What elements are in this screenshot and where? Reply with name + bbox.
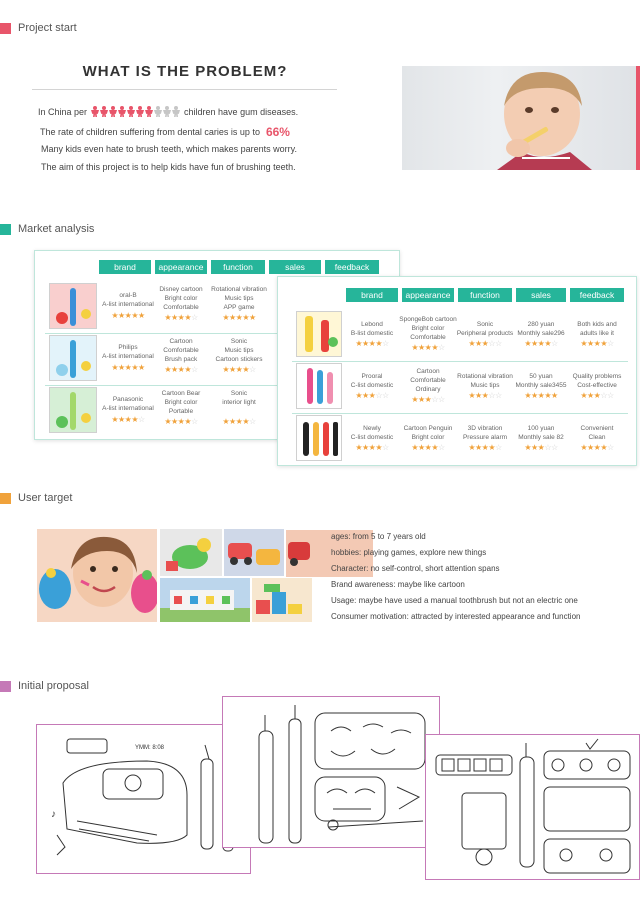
rating-stars: ★★★☆☆ — [580, 391, 614, 400]
feedback-cell — [564, 424, 630, 442]
cell-line: Music tips — [224, 347, 254, 354]
product-thumbnail — [49, 335, 97, 381]
cell-line: Monthly sale 82 — [518, 434, 564, 441]
section-marker — [0, 493, 11, 504]
cell-line: Monthly sale3455 — [515, 382, 567, 389]
cell-line: C-list domestic — [350, 382, 394, 389]
line-suffix: children have gum diseases. — [184, 106, 299, 117]
rating-stars: ★★★☆☆ — [355, 391, 389, 400]
rating-stars: ★★★★☆ — [222, 365, 256, 374]
problem-line-gum — [38, 106, 298, 117]
section-title: Project start — [18, 22, 77, 34]
cell-line: Quality problems — [572, 373, 622, 380]
cell-line: Comfortable — [410, 334, 446, 341]
cell-line: Cost-effective — [577, 382, 617, 389]
person-icon — [100, 106, 108, 117]
brand-cell — [340, 424, 404, 442]
child-photo — [402, 66, 636, 170]
cell-line: Prooral — [361, 373, 383, 380]
function-cell — [207, 389, 271, 407]
function-cell — [452, 424, 518, 442]
cell-line: interior light — [222, 399, 256, 406]
section-header-initial-proposal — [0, 679, 89, 693]
appearance-cell — [396, 424, 460, 442]
toy-cars-photo — [224, 529, 284, 576]
appearance-cell — [396, 315, 460, 342]
rating-stars: ★★★★★ — [111, 363, 145, 372]
table-header-function: function — [458, 288, 512, 302]
cell-line: Cartoon Bear — [161, 390, 201, 397]
problem-line-caries — [40, 125, 290, 139]
user-trait-hobbies: hobbies: playing games, explore new things — [331, 548, 487, 557]
row-divider — [292, 361, 628, 362]
cell-line: A-list international — [102, 301, 154, 308]
svg-text:♪: ♪ — [51, 809, 56, 820]
cell-line: Sonic — [230, 390, 248, 397]
brand-cell — [97, 395, 159, 413]
painted-child-photo — [37, 529, 157, 622]
rating-stars: ★★★★★ — [524, 391, 558, 400]
cell-line: Sonic — [230, 338, 248, 345]
cell-line: Disney cartoon — [159, 286, 203, 293]
cell-line: Cartoon Penguin — [403, 425, 453, 432]
section-title: User target — [18, 492, 73, 504]
user-trait-character: Character: no self-control, short attention spans — [331, 564, 500, 573]
person-icon — [154, 106, 162, 117]
table-header-brand: brand — [99, 260, 151, 274]
problem-line-aim: The aim of this project is to help kids have fun of brushing teeth. — [41, 162, 296, 172]
cell-line: Philips — [118, 344, 138, 351]
appearance-cell — [151, 337, 211, 364]
rating-stars: ★★★★★ — [111, 311, 145, 320]
cell-line: Rotational vibration — [211, 286, 267, 293]
cell-line: Cartoon stickers — [215, 356, 263, 363]
section-marker — [0, 681, 11, 692]
feedback-cell — [564, 372, 630, 390]
product-thumbnail — [296, 311, 342, 357]
rating-stars: ★★★★☆ — [164, 417, 198, 426]
cell-line: Portable — [168, 408, 194, 415]
function-cell — [452, 320, 518, 338]
person-icon — [118, 106, 126, 117]
product-thumbnail — [296, 363, 342, 409]
rating-stars: ★★★☆☆ — [468, 339, 502, 348]
brand-cell — [97, 291, 159, 309]
table-header-sales: sales — [269, 260, 321, 274]
caries-stat: 66% — [265, 125, 290, 139]
cell-line: B-list domestic — [350, 330, 394, 337]
cell-line: 50 yuan — [529, 373, 553, 380]
user-trait-brand: Brand awareness: maybe like cartoon — [331, 580, 465, 589]
user-trait-ages: ages: from 5 to 7 years old — [331, 532, 426, 541]
line-text: The rate of children suffering from dental caries is up to — [40, 127, 260, 137]
cell-line: Brush pack — [164, 356, 198, 363]
section-title: Initial proposal — [18, 680, 89, 692]
appearance-cell — [151, 285, 211, 312]
cell-line: Sonic — [476, 321, 494, 328]
person-icon — [145, 106, 153, 117]
sales-cell — [510, 320, 572, 338]
user-trait-motivation: Consumer motivation: attracted by interested appearance and function — [331, 612, 581, 621]
section-marker — [0, 224, 11, 235]
cell-line: 280 yuan — [527, 321, 555, 328]
rating-stars: ★★★★☆ — [411, 343, 445, 352]
table-header-appearance: appearance — [155, 260, 207, 274]
feedback-cell — [564, 320, 630, 338]
cell-line: Bright color — [164, 295, 198, 302]
cell-line: APP game — [223, 304, 255, 311]
table-header-brand: brand — [346, 288, 398, 302]
section-title: Market analysis — [18, 223, 95, 235]
rating-stars: ★★★★☆ — [411, 443, 445, 452]
cell-line: Rotational vibration — [457, 373, 513, 380]
cell-line: adults like it — [580, 330, 614, 337]
problem-title: WHAT IS THE PROBLEM? — [82, 63, 288, 80]
sales-cell — [510, 424, 572, 442]
cell-line: Both kids and — [577, 321, 617, 328]
market-table-domestic — [277, 276, 637, 466]
cell-line: Pressure alarm — [462, 434, 508, 441]
rating-stars: ★★★★☆ — [355, 443, 389, 452]
rating-stars: ★★★★☆ — [164, 313, 198, 322]
cell-line: SpongeBob cartoon — [399, 316, 457, 323]
person-icon — [136, 106, 144, 117]
function-cell — [207, 337, 271, 364]
section-header-market — [0, 222, 94, 236]
cell-line: oral-B — [119, 292, 137, 299]
divider — [32, 89, 337, 90]
rating-stars: ★★★★☆ — [580, 443, 614, 452]
line-prefix: In China per — [38, 106, 88, 117]
function-cell — [207, 285, 271, 312]
cell-line: Peripheral products — [456, 330, 514, 337]
appearance-cell — [396, 367, 460, 394]
toy-dinosaur-photo — [160, 529, 222, 576]
cell-line: Newly — [363, 425, 381, 432]
sketch-sheet-1 — [36, 724, 251, 874]
cell-line: Convenient — [580, 425, 614, 432]
table-header-appearance: appearance — [402, 288, 454, 302]
product-thumbnail — [49, 283, 97, 329]
cell-line: Cartoon — [169, 338, 193, 345]
cell-line: Bright color — [411, 434, 445, 441]
person-icon — [163, 106, 171, 117]
cell-line: Music tips — [224, 295, 254, 302]
cell-line: Panasonic — [112, 396, 144, 403]
sketch-note: YMM: 8:08 — [135, 745, 165, 751]
problem-line-hate: Many kids even hate to brush teeth, which makes parents worry. — [41, 144, 297, 154]
product-thumbnail — [296, 415, 342, 461]
sales-cell — [510, 372, 572, 390]
cell-line: 3D vibration — [467, 425, 503, 432]
person-icon — [172, 106, 180, 117]
cell-line: Monthly sale296 — [517, 330, 565, 337]
brand-cell — [340, 372, 404, 390]
rating-stars: ★★★☆☆ — [411, 395, 445, 404]
person-icon — [127, 106, 135, 117]
cell-line: Music tips — [470, 382, 500, 389]
sketch-sheet-3 — [425, 734, 640, 880]
cell-line: A-list international — [102, 405, 154, 412]
rating-stars: ★★★★☆ — [222, 417, 256, 426]
cell-line: Comfortable — [163, 304, 199, 311]
cell-line: Bright color — [411, 325, 445, 332]
rating-stars: ★★★★☆ — [111, 415, 145, 424]
brand-cell — [340, 320, 404, 338]
table-header-sales: sales — [516, 288, 566, 302]
cell-line: Lebond — [361, 321, 383, 328]
kindergarten-photo — [160, 578, 250, 622]
user-trait-usage: Usage: maybe have used a manual toothbrush but not an electric one — [331, 596, 578, 605]
cell-line: Bright color — [164, 399, 198, 406]
product-thumbnail — [49, 387, 97, 433]
rating-stars: ★★★★★ — [222, 313, 256, 322]
sketch-sheet-2 — [222, 696, 440, 848]
person-icon — [109, 106, 117, 117]
rating-stars: ★★★★☆ — [355, 339, 389, 348]
rating-stars: ★★★★☆ — [468, 443, 502, 452]
building-blocks-photo — [252, 578, 312, 622]
rating-stars: ★★★☆☆ — [524, 443, 558, 452]
rating-stars: ★★★★☆ — [164, 365, 198, 374]
cell-line: Ordinary — [415, 386, 441, 393]
cell-line: Clean — [588, 434, 606, 441]
cell-line: C-list domestic — [350, 434, 394, 441]
table-header-feedback: feedback — [570, 288, 624, 302]
section-marker — [0, 23, 11, 34]
section-header-user-target — [0, 491, 72, 505]
function-cell — [452, 372, 518, 390]
person-icon — [91, 106, 99, 117]
rating-stars: ★★★★☆ — [524, 339, 558, 348]
cell-line: Comfortable — [163, 347, 199, 354]
rating-stars: ★★★★☆ — [580, 339, 614, 348]
section-header-project-start — [0, 21, 77, 35]
rating-stars: ★★★☆☆ — [468, 391, 502, 400]
cell-line: Cartoon — [416, 368, 440, 375]
accent-bar — [636, 66, 640, 170]
cell-line: 100 yuan — [527, 425, 555, 432]
appearance-cell — [151, 389, 211, 416]
table-header-feedback: feedback — [325, 260, 379, 274]
people-icon-row — [91, 106, 180, 117]
row-divider — [292, 413, 628, 414]
brand-cell — [97, 343, 159, 361]
cell-line: A-list international — [102, 353, 154, 360]
table-header-function: function — [211, 260, 265, 274]
cell-line: Comfortable — [410, 377, 446, 384]
